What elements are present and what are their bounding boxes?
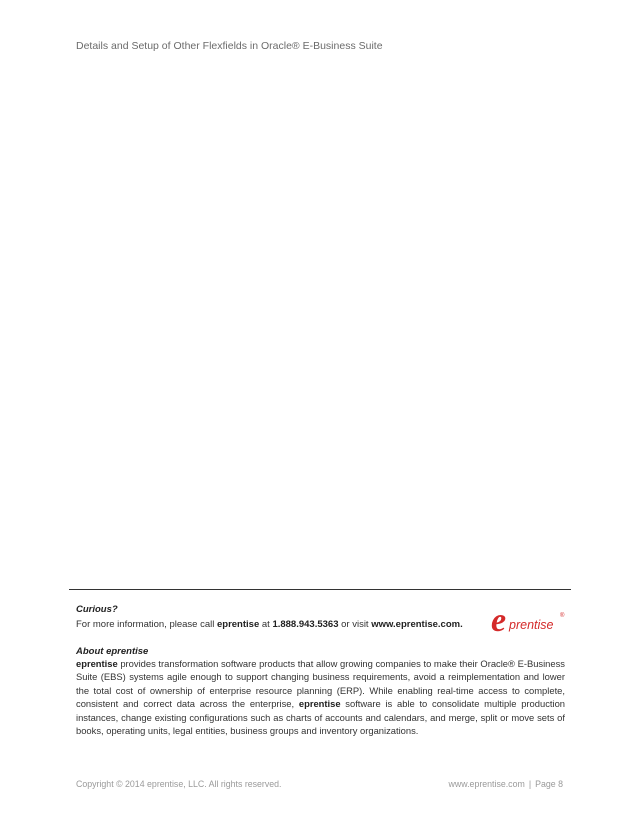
logo-registered-mark: ® [560, 613, 565, 619]
footer-copyright: Copyright © 2014 eprentise, LLC. All rights reserved. [76, 779, 282, 789]
footer-page-info [449, 779, 563, 789]
curious-brand: eprentise [216, 619, 260, 630]
about-heading: About eprentise [76, 646, 149, 657]
document-header-title: Details and Setup of Other Flexfields in Oracle® E-Business Suite [76, 40, 383, 52]
footer-separator: | [528, 779, 532, 789]
logo-letter-e: e [491, 604, 507, 636]
about-paragraph [76, 657, 565, 737]
footer-page-number: Page 8 [535, 779, 563, 789]
section-divider [69, 589, 571, 590]
website-link[interactable]: www.eprentise.com. [371, 619, 463, 630]
phone-number: 1.888.943.5363 [272, 619, 339, 630]
eprentise-logo [490, 604, 570, 636]
about-text-1: provides transformation software products that allow growing companies to make their Oracle® E-Business Suite (EBS) systems agile enough to support changing business requirements, avoid a reimplementation and lower the total cost of ownership of enterprise resource planning (ERP). While enabling real-time access to complete, consistent and correct data across the enterprise, [76, 658, 565, 710]
about-text-2: software is able to consolidate multiple production instances, change existing configurations such as charts of accounts and calendars, and merge, split or move sets of books, operating units, legal entities, business groups and inventory organizations. [76, 698, 565, 737]
curious-text-visit: or visit [338, 619, 372, 630]
curious-contact-line [76, 619, 463, 630]
logo-text: prentise [509, 618, 554, 632]
curious-text-at: at [259, 619, 273, 630]
footer-website[interactable]: www.eprentise.com [448, 779, 525, 789]
curious-heading: Curious? [76, 604, 118, 615]
curious-text-before: For more information, please call [76, 619, 217, 630]
about-brand-2: eprentise [298, 698, 341, 710]
about-brand-1: eprentise [76, 658, 118, 669]
